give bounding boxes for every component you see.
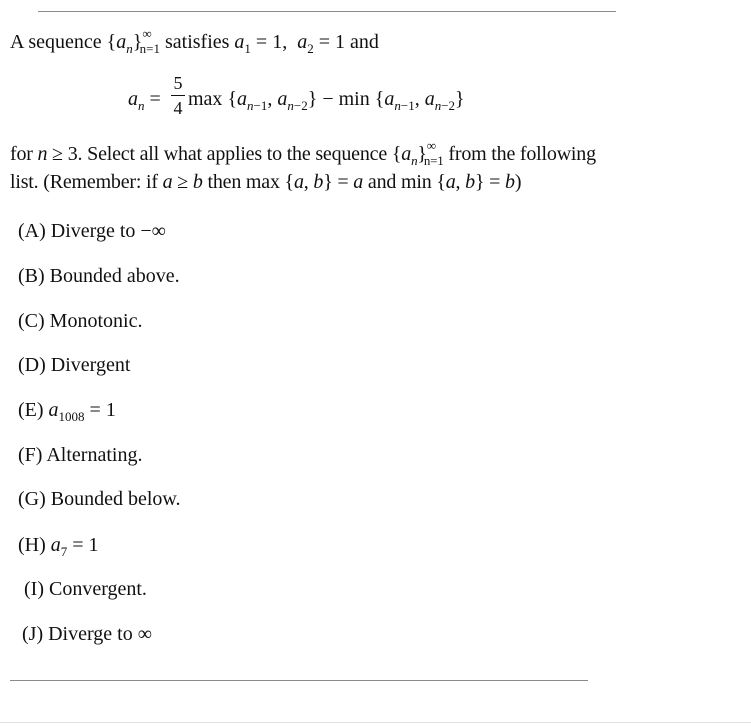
option-h-math: $a_7 = 1$ <box>50 534 99 559</box>
condition-following: from the following <box>448 143 596 165</box>
sequence-notation: $\{a_n\}^\infty_{n=1}$ <box>106 26 160 56</box>
formula-fraction <box>171 72 185 119</box>
top-divider <box>38 11 616 12</box>
option-g-text: Bounded below. <box>50 488 181 510</box>
initial-values: $a_1 = 1$, $a_2 = 1$ <box>234 31 345 56</box>
option-d[interactable] <box>18 352 130 378</box>
max-operator: max <box>188 88 223 110</box>
option-c[interactable] <box>18 308 142 334</box>
option-i-text: Convergent. <box>48 578 147 600</box>
option-b-letter: (B) <box>18 265 45 287</box>
option-f[interactable] <box>18 442 142 468</box>
condition-for: for <box>10 143 33 165</box>
option-h-letter: (H) <box>18 534 46 556</box>
condition-instruction: 3. Select all what applies to the sequence <box>67 143 388 165</box>
formula-lhs: $a_n$ = <box>128 88 161 113</box>
option-f-letter: (F) <box>18 444 43 466</box>
option-a[interactable] <box>18 218 166 244</box>
condition-line-1: for n ≥ 3. Select all what applies to the sequence $\{a_n\}^\infty_{n=1}$ from the following <box>10 138 596 168</box>
option-a-letter: (A) <box>18 220 46 242</box>
option-a-text: Diverge to −∞ <box>50 220 166 242</box>
option-j-text: Diverge to ∞ <box>48 623 152 645</box>
option-b-text: Bounded above. <box>49 265 180 287</box>
condition-line-2: list. (Remember: if a ≥ b then max {a, b} = a and min {a, b} = b) <box>10 171 522 193</box>
intro-prefix: A sequence <box>10 31 102 53</box>
option-d-text: Divergent <box>50 354 131 376</box>
option-j[interactable] <box>22 621 152 647</box>
option-h[interactable] <box>18 532 99 558</box>
option-e-text: = 1 <box>89 399 116 421</box>
option-g[interactable] <box>18 486 181 512</box>
option-c-letter: (C) <box>18 310 45 332</box>
option-e[interactable] <box>18 397 116 423</box>
option-c-text: Monotonic. <box>49 310 143 332</box>
option-d-letter: (D) <box>18 354 46 376</box>
intro-and: and <box>349 31 379 53</box>
option-h-text: = 1 <box>72 534 99 556</box>
option-j-letter: (J) <box>22 623 44 645</box>
min-operator: min <box>338 88 370 110</box>
option-i-letter: (I) <box>24 578 44 600</box>
intro-satisfies: satisfies <box>164 31 230 53</box>
fraction-denominator: 4 <box>173 98 183 118</box>
remember-prefix: list. (Remember: if <box>10 171 158 193</box>
option-e-math: $a_{1008} = 1$ <box>48 399 116 424</box>
page-edge-divider <box>0 722 751 723</box>
problem-intro <box>10 26 379 56</box>
option-b[interactable] <box>18 263 180 289</box>
remember-and: and <box>367 171 397 193</box>
option-i[interactable] <box>24 576 147 602</box>
option-f-text: Alternating. <box>46 444 143 466</box>
bottom-divider <box>10 680 588 681</box>
remember-then: then <box>207 171 242 193</box>
option-e-letter: (E) <box>18 399 44 421</box>
sequence-notation-2: $\{a_n\}^\infty_{n=1}$ <box>391 138 444 168</box>
fraction-bar <box>171 95 185 96</box>
formula-rhs: $\max \{a_{n-1}$, $a_{n-2}\} - \min \{a_{n-1}$, $a_{n-2}$} <box>188 88 465 113</box>
fraction-numerator: 5 <box>173 73 183 93</box>
option-g-letter: (G) <box>18 488 46 510</box>
